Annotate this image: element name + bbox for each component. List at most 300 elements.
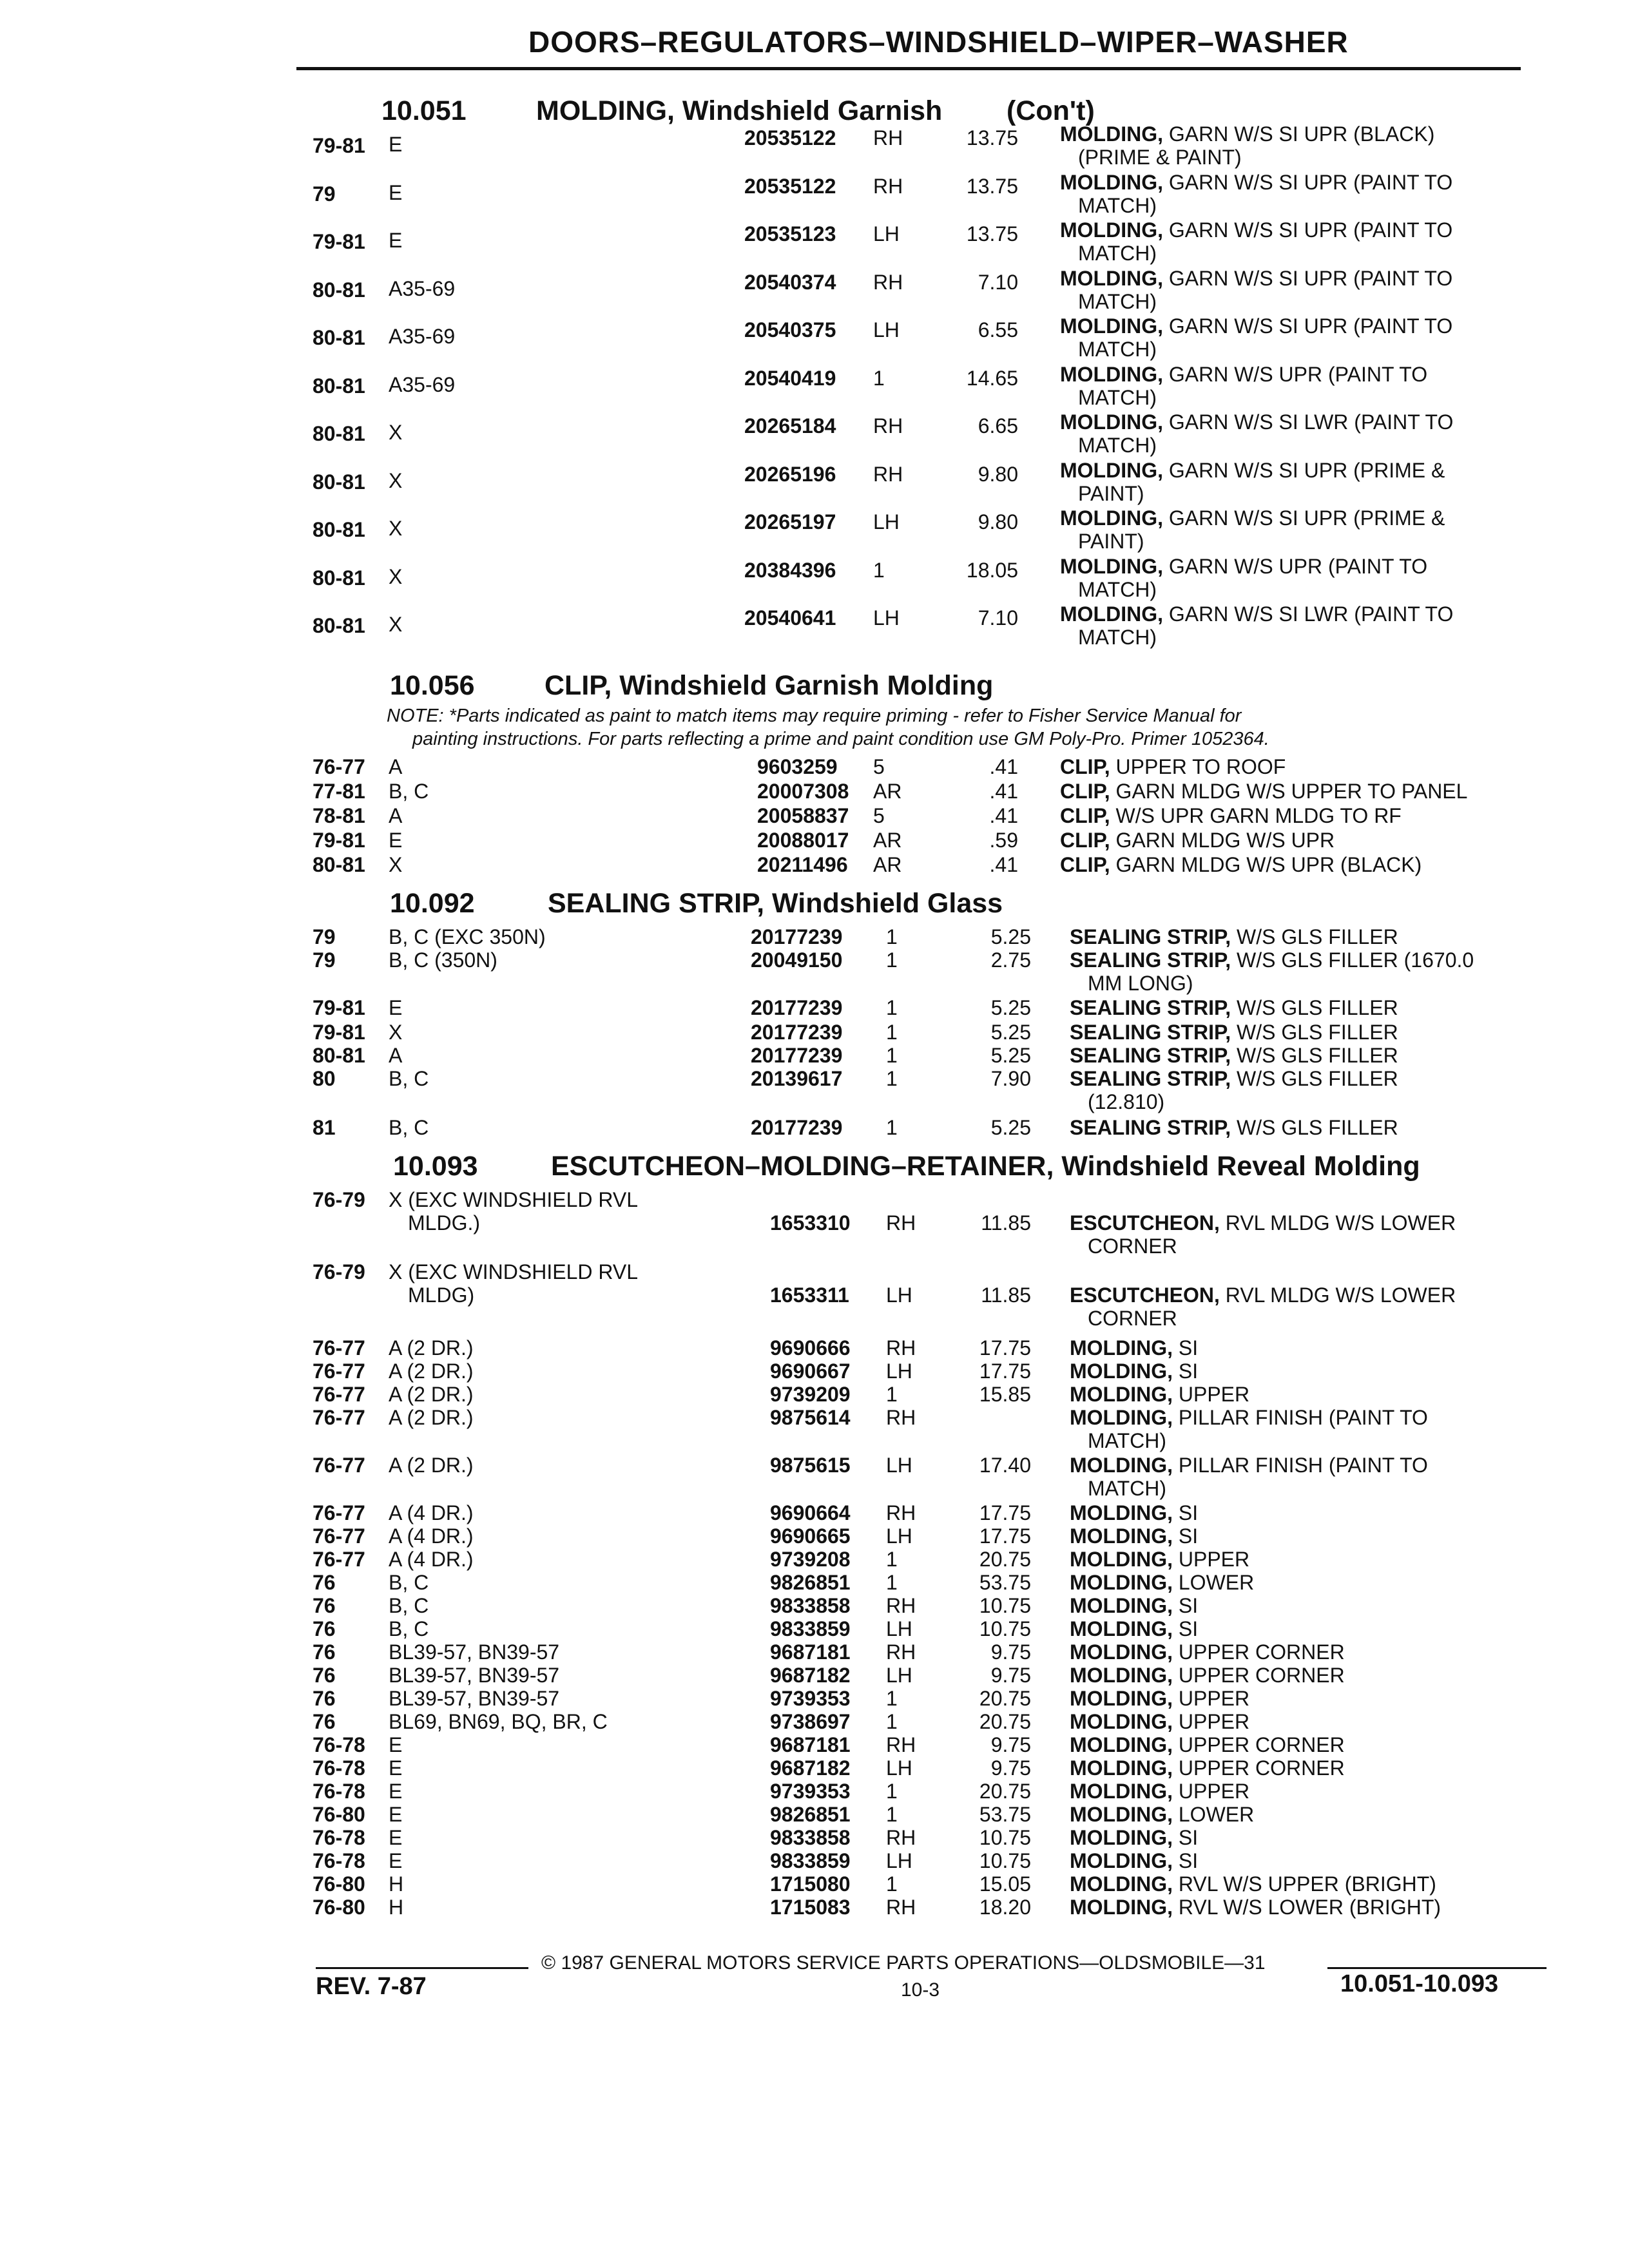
description-category: MOLDING, [1060,362,1163,386]
part-quantity: 1 [886,1067,898,1090]
part-quantity: 1 [886,1383,898,1406]
part-number: 9833859 [770,1617,851,1640]
row-model: BL39-57, BN39-57 [389,1664,560,1687]
part-price: 7.90 [990,1067,1031,1090]
part-price: 2.75 [990,948,1031,972]
description-category: SEALING STRIP, [1070,1021,1231,1044]
description-text: UPPER CORNER [1178,1664,1345,1687]
row-model: H [389,1872,404,1896]
part-quantity: 1 [886,925,898,948]
part-price: 17.40 [979,1454,1031,1477]
part-price: 10.75 [979,1617,1031,1640]
row-years: 80-81 [313,278,365,302]
row-years: 76-80 [313,1803,365,1826]
part-description [1060,602,1453,649]
part-number: 20540641 [744,606,836,629]
part-quantity: LH [873,222,900,245]
description-category: MOLDING, [1070,1360,1173,1383]
part-number: 20139617 [751,1067,843,1090]
part-description [1070,1501,1198,1524]
section-title: SEALING STRIP, Windshield Glass [548,888,1003,919]
part-description [1070,1211,1456,1258]
description-category: MOLDING, [1060,554,1163,578]
description-text: W/S GLS FILLER [1237,996,1398,1019]
part-price: 10.75 [979,1594,1031,1617]
part-price: 9.75 [990,1756,1031,1780]
row-years: 76-79 [313,1188,365,1211]
part-number: 20049150 [751,948,843,972]
part-price: 5.25 [990,925,1031,948]
part-description [1060,780,1467,803]
description-text: GARN MLDG W/S UPR (BLACK) [1115,853,1422,876]
part-description [1070,1594,1198,1617]
row-model: A (2 DR.) [389,1406,474,1429]
part-quantity: 1 [873,558,885,582]
description-text-cont: (12.810) [1088,1090,1165,1113]
part-row [313,170,1556,221]
part-number: 9687182 [770,1756,851,1780]
description-text-cont: MATCH) [1078,434,1157,457]
part-description [1060,829,1335,852]
part-number: 20535122 [744,174,836,198]
row-model: A (4 DR.) [389,1524,474,1548]
description-text: GARN W/S SI UPR (PRIME & [1168,506,1445,530]
row-model: E [389,829,403,852]
part-price: .59 [989,829,1018,852]
description-text: GARN W/S SI UPR (PAINT TO [1168,266,1453,290]
row-model: E [389,180,403,204]
description-text: RVL MLDG W/S LOWER [1225,1211,1456,1235]
part-number: 9690665 [770,1524,851,1548]
part-row [313,458,1556,509]
part-price: 6.55 [978,318,1018,341]
revision-label: REV. 7-87 [316,1973,427,2000]
part-quantity: LH [886,1524,912,1548]
description-text: SI [1178,1501,1199,1524]
part-number: 9603259 [757,755,838,778]
part-quantity: RH [873,414,903,437]
description-category: MOLDING, [1070,1454,1173,1477]
description-text: GARN W/S SI UPR (PRIME & [1168,458,1445,482]
part-row [313,1406,1556,1452]
part-description [1070,1896,1441,1919]
part-price: 9.75 [990,1664,1031,1687]
part-quantity: 1 [886,1021,898,1044]
part-price: 20.75 [979,1548,1031,1571]
row-model: A (4 DR.) [389,1548,474,1571]
description-text-cont: MATCH) [1088,1477,1167,1500]
part-price: .41 [989,780,1018,803]
part-price: 15.85 [979,1383,1031,1406]
section-number: 10.092 [390,888,475,919]
description-text: GARN MLDG W/S UPR [1115,829,1335,852]
part-description [1070,1044,1398,1067]
row-years: 80-81 [313,853,365,876]
description-text: W/S GLS FILLER [1237,1067,1398,1090]
part-price: 20.75 [979,1710,1031,1733]
row-years: 76-80 [313,1872,365,1896]
description-category: MOLDING, [1060,506,1163,530]
part-price: 17.75 [979,1524,1031,1548]
row-model: B, C (350N) [389,948,497,972]
description-category: MOLDING, [1070,1383,1173,1406]
part-quantity: 1 [886,1872,898,1896]
description-text: UPPER [1178,1548,1250,1571]
part-quantity: LH [886,1664,912,1687]
row-years: 76-77 [313,1501,365,1524]
description-category: CLIP, [1060,780,1110,803]
part-number: 20540375 [744,318,836,341]
part-price: 13.75 [966,126,1018,149]
description-category: MOLDING, [1060,314,1163,338]
part-number: 9690664 [770,1501,851,1524]
row-years: 79 [313,925,336,948]
row-model: X [389,613,403,636]
row-years: 79-81 [313,829,365,852]
description-text: UPPER CORNER [1178,1756,1345,1780]
description-text: W/S UPR GARN MLDG TO RF [1115,804,1402,827]
row-years: 79-81 [313,1021,365,1044]
part-quantity: LH [886,1756,912,1780]
part-number: 9875615 [770,1454,851,1477]
description-category: MOLDING, [1070,1501,1173,1524]
part-description [1070,1756,1345,1780]
description-text: RVL W/S UPPER (BRIGHT) [1178,1872,1436,1896]
part-row [313,602,1556,653]
part-number: 20265197 [744,510,836,533]
description-text: GARN W/S SI UPR (PAINT TO [1168,314,1453,338]
section-number: 10.056 [390,670,475,701]
row-model: B, C (EXC 350N) [389,925,546,948]
part-row [313,1896,1556,1942]
description-category: MOLDING, [1070,1406,1173,1429]
part-description [1060,410,1453,457]
row-years: 76-79 [313,1260,365,1283]
row-years: 76-77 [313,1454,365,1477]
part-quantity: 1 [886,1571,898,1594]
part-number: 9826851 [770,1803,851,1826]
part-row [313,1260,1556,1330]
part-description [1070,948,1474,995]
row-model: BL39-57, BN39-57 [389,1640,560,1664]
row-model: E [389,1733,403,1756]
part-quantity: RH [886,1733,916,1756]
description-category: MOLDING, [1070,1594,1173,1617]
part-row [313,218,1556,269]
part-quantity: RH [886,1896,916,1919]
part-description [1060,755,1286,778]
row-years: 76-78 [313,1733,365,1756]
row-years: 81 [313,1116,336,1139]
section-title: MOLDING, Windshield Garnish [536,95,943,126]
description-text: GARN W/S SI UPR (PAINT TO [1168,218,1453,242]
part-row [313,506,1556,557]
row-model-cont: MLDG.) [408,1211,480,1235]
part-number: 20535122 [744,126,836,149]
row-model: A [389,755,403,778]
part-quantity: LH [886,1454,912,1477]
part-price: 7.10 [978,606,1018,629]
description-category: MOLDING, [1070,1756,1173,1780]
description-category: MOLDING, [1070,1733,1173,1756]
description-category: MOLDING, [1070,1710,1173,1733]
row-years: 76-80 [313,1896,365,1919]
description-text: GARN W/S UPR (PAINT TO [1168,554,1428,578]
part-description [1070,1710,1249,1733]
description-category: ESCUTCHEON, [1070,1283,1220,1307]
description-category: MOLDING, [1060,458,1163,482]
row-years: 76 [313,1571,336,1594]
description-text: UPPER TO ROOF [1115,755,1286,778]
description-text: SI [1178,1524,1199,1548]
row-years: 76-77 [313,1336,365,1360]
part-description [1060,314,1452,361]
part-description [1070,1336,1198,1360]
part-price: 6.65 [978,414,1018,437]
part-description [1060,218,1452,265]
row-years: 76-77 [313,1406,365,1429]
part-description [1060,267,1452,313]
row-years: 80 [313,1067,336,1090]
description-text-cont: PAINT) [1078,530,1144,553]
description-text: SI [1178,1594,1199,1617]
row-model: A (2 DR.) [389,1360,474,1383]
description-text-cont: CORNER [1088,1235,1177,1258]
part-row [313,362,1556,413]
description-category: ESCUTCHEON, [1070,1211,1220,1235]
row-model: E [389,1826,403,1849]
part-number: 20177239 [751,1021,843,1044]
part-quantity: RH [886,1594,916,1617]
row-model: E [389,1803,403,1826]
part-number: 20177239 [751,925,843,948]
row-years: 77-81 [313,780,365,803]
section-title: ESCUTCHEON–MOLDING–RETAINER, Windshield Reveal Molding [551,1151,1420,1182]
description-text: RVL W/S LOWER (BRIGHT) [1178,1896,1441,1919]
row-model: E [389,996,403,1019]
description-text: UPPER CORNER [1178,1640,1345,1664]
row-model: X (EXC WINDSHIELD RVL [389,1188,639,1211]
row-years: 80-81 [313,614,365,637]
row-model: X (EXC WINDSHIELD RVL [389,1260,639,1283]
description-category: MOLDING, [1070,1803,1173,1826]
description-category: MOLDING, [1070,1336,1173,1360]
part-price: 17.75 [979,1336,1031,1360]
row-years: 76-78 [313,1849,365,1872]
part-row [313,410,1556,461]
part-price: .41 [989,755,1018,778]
description-text: SI [1178,1360,1199,1383]
row-years: 76 [313,1710,336,1733]
part-description [1070,1067,1398,1113]
part-quantity: RH [886,1406,916,1429]
part-price: 5.25 [990,1021,1031,1044]
part-price: 7.10 [978,270,1018,294]
part-quantity: LH [886,1283,912,1307]
part-number: 20540374 [744,270,836,294]
description-text: SI [1178,1617,1199,1640]
part-row [313,1067,1556,1113]
part-number: 20265196 [744,462,836,486]
part-price: 13.75 [966,222,1018,245]
row-model: B, C [389,1571,429,1594]
part-description [1060,804,1402,827]
part-description [1060,459,1445,505]
description-text-cont: MM LONG) [1088,972,1193,995]
description-category: MOLDING, [1070,1780,1173,1803]
part-description [1070,1571,1254,1594]
description-text-cont: MATCH) [1078,242,1157,265]
part-quantity: LH [886,1617,912,1640]
row-model: A35-69 [389,325,456,348]
part-price: 9.75 [990,1733,1031,1756]
part-quantity: 1 [886,1548,898,1571]
description-text-cont: MATCH) [1078,626,1157,649]
row-years: 80-81 [313,422,365,445]
part-number: 9833859 [770,1849,851,1872]
part-price: 17.75 [979,1360,1031,1383]
part-number: 9826851 [770,1571,851,1594]
part-number: 9690666 [770,1336,851,1360]
part-quantity: 1 [886,1687,898,1710]
row-years: 79-81 [313,134,365,157]
part-description [1070,1872,1436,1896]
part-number: 9739353 [770,1780,851,1803]
part-quantity: 5 [873,804,885,827]
row-years: 80-81 [313,518,365,541]
row-model: X [389,517,403,540]
description-text-cont: PAINT) [1078,481,1144,505]
part-description [1060,171,1452,217]
part-description [1070,1548,1249,1571]
description-category: SEALING STRIP, [1070,1044,1231,1067]
row-years: 80-81 [313,326,365,349]
description-text: SI [1178,1336,1199,1360]
footer-rule-right [1327,1967,1547,1969]
section-note-line-1: NOTE: *Parts indicated as paint to match items may require priming - refer to Fisher Service Manual for [387,706,1242,726]
description-category: MOLDING, [1060,218,1163,242]
row-years: 76-78 [313,1780,365,1803]
part-description [1070,1826,1198,1849]
part-number: 9875614 [770,1406,851,1429]
part-price: 13.75 [966,174,1018,198]
part-quantity: RH [886,1640,916,1664]
row-years: 79 [313,948,336,972]
row-model: B, C [389,1617,429,1640]
part-number: 20211496 [757,853,848,876]
description-text: W/S GLS FILLER [1237,925,1398,948]
part-number: 20535123 [744,222,836,245]
part-quantity: AR [873,829,902,852]
part-number: 20540419 [744,366,836,390]
description-text: GARN W/S SI LWR (PAINT TO [1168,410,1454,434]
part-number: 9687181 [770,1733,851,1756]
part-description [1070,1524,1198,1548]
row-model: B, C [389,1594,429,1617]
part-quantity: RH [873,126,903,149]
part-price: 5.25 [990,1044,1031,1067]
description-category: MOLDING, [1070,1617,1173,1640]
part-description [1070,1283,1456,1330]
row-years: 76 [313,1687,336,1710]
part-price: 5.25 [990,996,1031,1019]
section-continued: (Con't) [1007,95,1095,126]
part-description [1060,555,1427,601]
part-description [1060,122,1434,169]
part-number: 9687181 [770,1640,851,1664]
description-category: CLIP, [1060,804,1110,827]
part-price: 14.65 [966,366,1018,390]
part-number: 9690667 [770,1360,851,1383]
part-quantity: 5 [873,755,885,778]
part-quantity: 1 [886,1803,898,1826]
part-price: 11.85 [981,1283,1031,1307]
description-category: MOLDING, [1070,1896,1173,1919]
row-model: X [389,468,403,492]
part-quantity: 1 [873,366,885,390]
part-quantity: 1 [886,1780,898,1803]
description-text: GARN W/S UPR (PAINT TO [1168,362,1428,386]
description-category: SEALING STRIP, [1070,1116,1231,1139]
part-price: 20.75 [979,1687,1031,1710]
part-description [1070,1664,1345,1687]
part-quantity: AR [873,853,902,876]
part-price: 11.85 [981,1211,1031,1235]
description-category: MOLDING, [1060,602,1163,626]
part-row [313,1454,1556,1500]
row-model: BL39-57, BN39-57 [389,1687,560,1710]
part-row [313,314,1556,365]
part-price: 10.75 [979,1849,1031,1872]
part-description [1070,1733,1345,1756]
part-number: 20058837 [757,804,849,827]
part-row [313,948,1556,995]
part-description [1070,1360,1198,1383]
row-model: B, C [389,1116,429,1139]
description-category: CLIP, [1060,853,1110,876]
part-price: .41 [989,853,1018,876]
part-description [1070,1406,1428,1452]
description-text: SI [1178,1849,1199,1872]
description-category: SEALING STRIP, [1070,925,1231,948]
part-quantity: LH [886,1360,912,1383]
row-years: 80-81 [313,470,365,494]
row-model: A (4 DR.) [389,1501,474,1524]
part-description [1070,1116,1398,1139]
part-description [1060,853,1422,876]
description-text-cont: MATCH) [1088,1429,1167,1452]
description-text: PILLAR FINISH (PAINT TO [1178,1406,1428,1429]
footer-rule-left [316,1967,528,1969]
part-quantity: 1 [886,996,898,1019]
row-model: E [389,1756,403,1780]
row-model: A35-69 [389,276,456,300]
row-years: 76 [313,1594,336,1617]
description-text: UPPER [1178,1710,1250,1733]
row-years: 76-78 [313,1826,365,1849]
part-price: 9.75 [990,1640,1031,1664]
description-text: UPPER [1178,1687,1250,1710]
row-years: 76 [313,1617,336,1640]
row-years: 76-78 [313,1756,365,1780]
description-text: SI [1178,1826,1199,1849]
row-years: 80-81 [313,566,365,590]
description-category: MOLDING, [1070,1571,1173,1594]
part-quantity: AR [873,780,902,803]
row-years: 76-77 [313,1548,365,1571]
part-number: 20177239 [751,1044,843,1067]
description-text: GARN W/S SI LWR (PAINT TO [1168,602,1454,626]
